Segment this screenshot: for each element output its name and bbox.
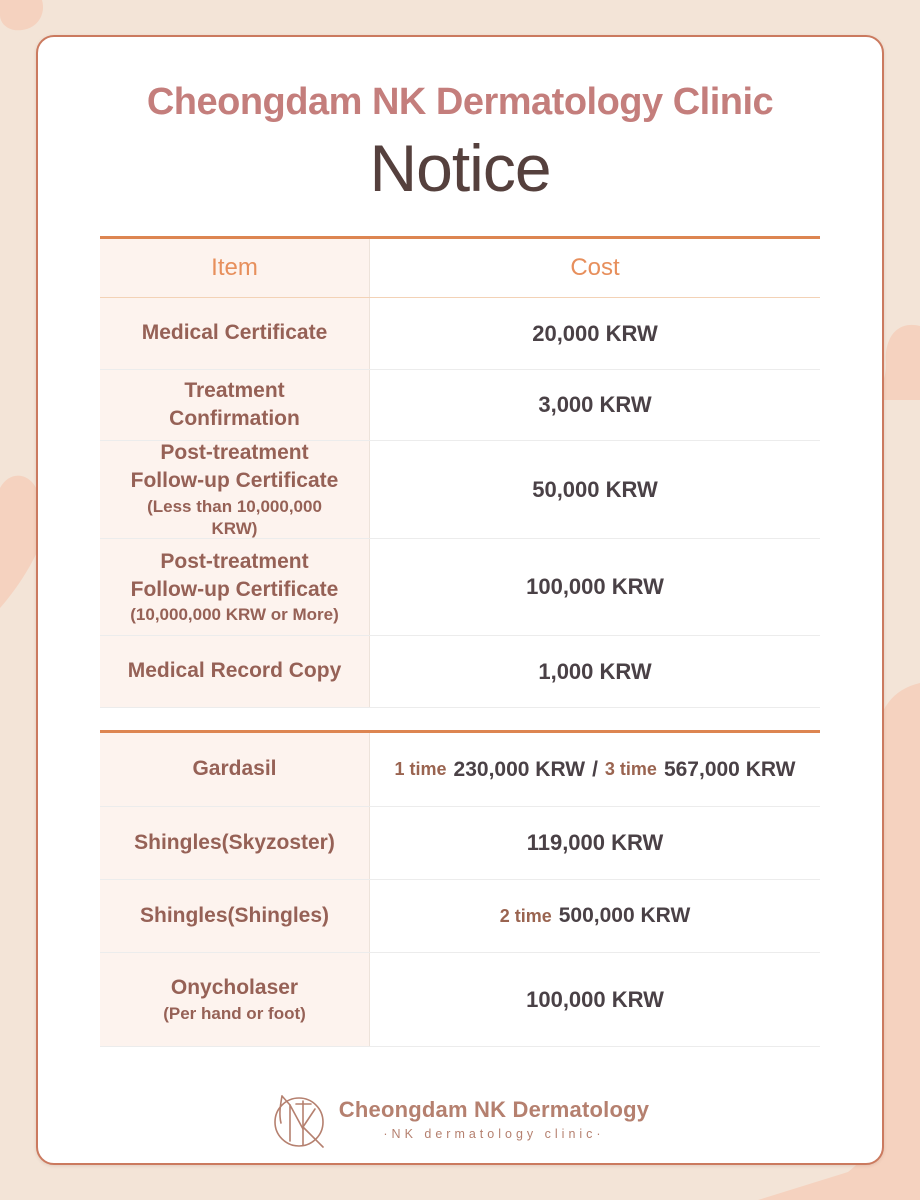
cost-header-label: Cost [570, 254, 620, 281]
brand-text-block [339, 1097, 649, 1141]
column-header-cost [370, 239, 820, 297]
page-title: Notice [369, 131, 551, 205]
item-name: Shingles(Skyzoster) [134, 830, 335, 854]
item-name: Onycholaser [170, 976, 299, 1000]
cost-value: 500,000 KRW [558, 904, 691, 927]
item-name: Treatment Confirmation [169, 378, 300, 430]
dose-count-label: 3 time [604, 759, 657, 779]
item-header-label: Item [211, 254, 258, 281]
item-cell [100, 807, 370, 879]
item-cell [100, 370, 370, 440]
dose-count-label: 1 time [394, 759, 447, 779]
brand-name: Cheongdam NK Dermatology [338, 1097, 650, 1122]
column-header-item [100, 239, 370, 297]
clinic-logo-icon [271, 1089, 329, 1149]
cost-value: 567,000 KRW [663, 757, 796, 781]
cost-value: 1,000 KRW [538, 658, 652, 684]
dose-count-label: 2 time [499, 905, 552, 926]
table-row [100, 539, 820, 636]
table-row [100, 636, 820, 708]
decor-blob-left [0, 476, 38, 608]
item-cell [100, 441, 370, 538]
item-note: (Per hand or foot) [163, 1003, 306, 1023]
vaccine-table [100, 730, 820, 1047]
cost-value: 119,000 KRW [526, 830, 664, 855]
item-name: Medical Certificate [141, 321, 328, 345]
table-row [100, 441, 820, 539]
cost-value: 100,000 KRW [526, 986, 664, 1012]
cost-cell [370, 539, 820, 635]
item-name: Post-treatment Follow-up Certificate [130, 549, 339, 601]
fees-table [100, 236, 820, 708]
item-cell [100, 733, 370, 806]
decor-blob-top-left [0, 0, 43, 30]
fees-table-header [100, 239, 820, 298]
title-block [100, 81, 820, 206]
item-name: Shingles(Shingles) [139, 903, 330, 927]
price-separator: / [592, 757, 598, 781]
cost-cell [370, 298, 820, 369]
item-name: Medical Record Copy [127, 659, 342, 683]
footer-brand [100, 1089, 820, 1149]
item-name: Gardasil [192, 757, 277, 781]
item-name: Post-treatment Follow-up Certificate [130, 441, 339, 493]
cost-value: 100,000 KRW [526, 574, 664, 599]
item-cell [100, 953, 370, 1046]
item-cell [100, 298, 370, 369]
clinic-title: Cheongdam NK Dermatology Clinic [146, 81, 774, 123]
table-row [100, 370, 820, 441]
table-row [100, 807, 820, 880]
cost-cell [370, 880, 820, 952]
cost-cell [370, 370, 820, 440]
table-row [100, 298, 820, 370]
cost-cell [370, 441, 820, 538]
brand-subtitle: ·NK dermatology clinic· [383, 1127, 605, 1141]
notice-card [36, 35, 884, 1165]
table-row [100, 953, 820, 1047]
cost-cell [370, 807, 820, 879]
cost-value: 3,000 KRW [538, 392, 652, 417]
cost-value: 230,000 KRW [453, 757, 586, 781]
item-cell [100, 539, 370, 635]
item-note: (Less than 10,000,000 KRW) [147, 496, 322, 538]
item-cell [100, 636, 370, 707]
table-row [100, 733, 820, 807]
cost-value: 20,000 KRW [532, 320, 658, 346]
cost-cell [370, 636, 820, 707]
item-cell [100, 880, 370, 952]
table-row [100, 880, 820, 953]
cost-cell [370, 733, 820, 806]
item-note: (10,000,000 KRW or More) [130, 605, 339, 625]
cost-value: 50,000 KRW [532, 476, 658, 502]
cost-cell [370, 953, 820, 1046]
